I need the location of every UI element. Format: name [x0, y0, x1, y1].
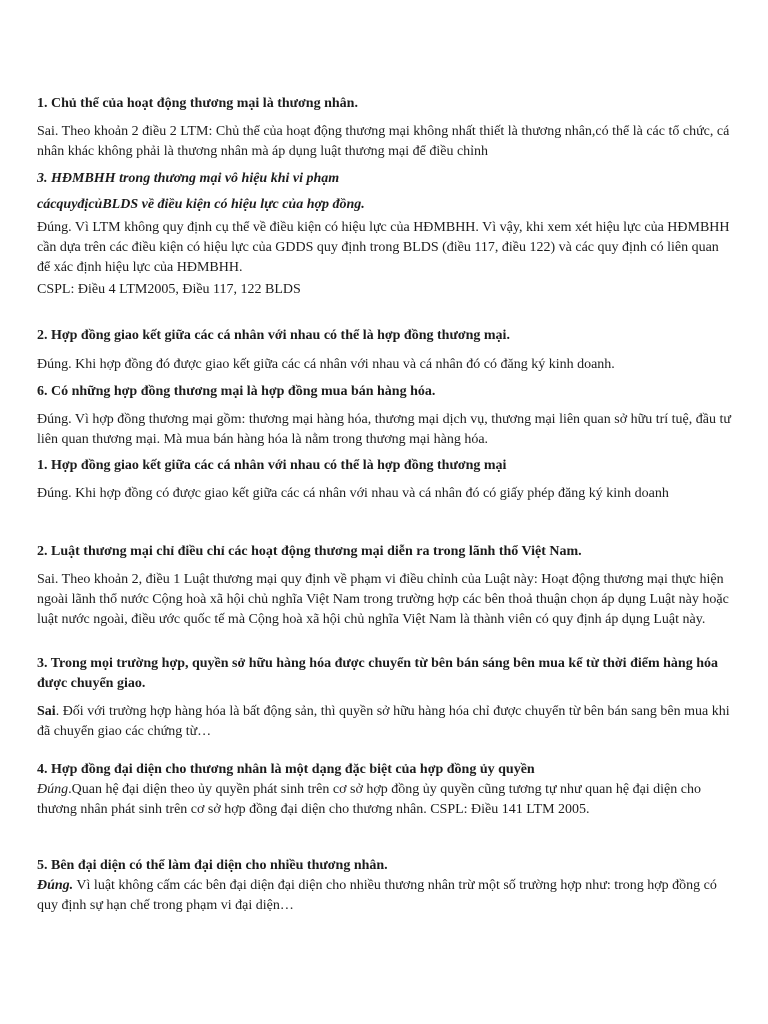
question-heading-italic: [37, 166, 735, 218]
answer-text: Vì luật không cấm các bên đại diện đại diện cho nhiều thương nhân trừ một số trường hợp như: trong hợp đồng có quy định sự hạn chế trong phạm vi đại diện…: [37, 878, 717, 913]
answer-text: . Đối với trường hợp hàng hóa là bất động sản, thì quyền sở hữu hàng hóa chỉ được chuyển từ bên bán sang bên mua khi đã chuyển giao các chứng từ…: [37, 704, 730, 739]
answer-paragraph: Đúng. Khi hợp đồng có được giao kết giữa các cá nhân với nhau và cá nhân đó có giấy phép đăng ký kinh doanh: [37, 486, 669, 501]
question-heading: 1. Hợp đồng giao kết giữa các cá nhân với nhau có thể là hợp đồng thương mại: [37, 458, 507, 473]
answer-paragraph: Sai. Theo khoản 2 điều 2 LTM: Chủ thể của hoạt động thương mại không nhất thiết là thương nhân,có thể là các tổ chức, cá nhân khác không phải là thương nhân mà áp dụng luật thương mại để điều chỉnh: [37, 124, 730, 159]
question-heading: 2. Luật thương mại chỉ điều chỉ các hoạt động thương mại diễn ra trong lãnh thổ Việt Nam.: [37, 544, 582, 559]
answer-paragraph: Đúng. Vì hợp đồng thương mại gồm: thương mại hàng hóa, thương mại dịch vụ, thương mại liên quan sở hữu trí tuệ, đầu tư liên quan thương mại. Mà mua bán hàng hóa là nằm trong thương mại hàng hóa.: [37, 412, 731, 447]
answer-paragraph: Đúng. Vì LTM không quy định cụ thể về điều kiện có hiệu lực của HĐMBHH. Vì vậy, khi xem xét hiệu lực của HĐMBHH cần dựa trên các điều kiện có hiệu lực của GDDS quy định trong BLDS (điều 117, điều 122) và các quy định có liên quan để xác định hiệu lực của HĐMBHH.: [37, 220, 730, 275]
question-line: cácquyđịcủBLDS về điều kiện có hiệu lực của hợp đồng.: [37, 197, 365, 212]
answer-paragraph: Sai. Theo khoản 2, điều 1 Luật thương mại quy định về phạm vi điều chỉnh của Luật này: Hoạt động thương mại thực hiện ngoài lãnh thổ nước Cộng hoà xã hội chủ nghĩa Việt Nam trong trường hợp các bên thoả thuận chọn áp dụng Luật này hoặc luật nước ngoài, điều ước quốc tế mà Cộng hoà xã hội chủ nghĩa Việt Nam là thành viên có quy định áp dụng Luật này.: [37, 572, 729, 627]
question-heading: 1. Chủ thể của hoạt động thương mại là thương nhân.: [37, 96, 358, 111]
question-line: 3. HĐMBHH trong thương mại vô hiệu khi vi phạm: [37, 171, 340, 186]
answer-text: .Quan hệ đại diện theo ủy quyền phát sinh trên cơ sở hợp đồng ủy quyền cũng tương tự như quan hệ đại diện cho thương nhân phát sinh trên cơ sở hợp đồng đại diện cho thương nhân. CSPL: Điều 141 LTM 2005.: [37, 782, 701, 817]
question-heading: 3. Trong mọi trường hợp, quyền sở hữu hàng hóa được chuyển từ bên bán sáng bên mua kể từ thời điểm hàng hóa được chuyển giao.: [37, 656, 718, 691]
question-heading: 4. Hợp đồng đại diện cho thương nhân là một dạng đặc biệt của hợp đồng ủy quyền: [37, 762, 535, 777]
legal-basis: CSPL: Điều 4 LTM2005, Điều 117, 122 BLDS: [37, 282, 301, 297]
question-heading: 2. Hợp đồng giao kết giữa các cá nhân với nhau có thể là hợp đồng thương mại.: [37, 328, 510, 343]
answer-paragraph: [37, 780, 735, 820]
question-heading: 5. Bên đại diện có thể làm đại diện cho nhiều thương nhân.: [37, 858, 388, 873]
verdict-label: Đúng: [37, 782, 69, 797]
question-heading: 6. Có những hợp đồng thương mại là hợp đồng mua bán hàng hóa.: [37, 384, 436, 399]
verdict-label: Sai: [37, 704, 56, 719]
answer-paragraph: Đúng. Khi hợp đồng đó được giao kết giữa các cá nhân với nhau và cá nhân đó có đăng ký kinh doanh.: [37, 357, 615, 372]
verdict-label: Đúng.: [37, 878, 74, 893]
answer-paragraph: [37, 702, 735, 742]
answer-paragraph: [37, 876, 735, 916]
